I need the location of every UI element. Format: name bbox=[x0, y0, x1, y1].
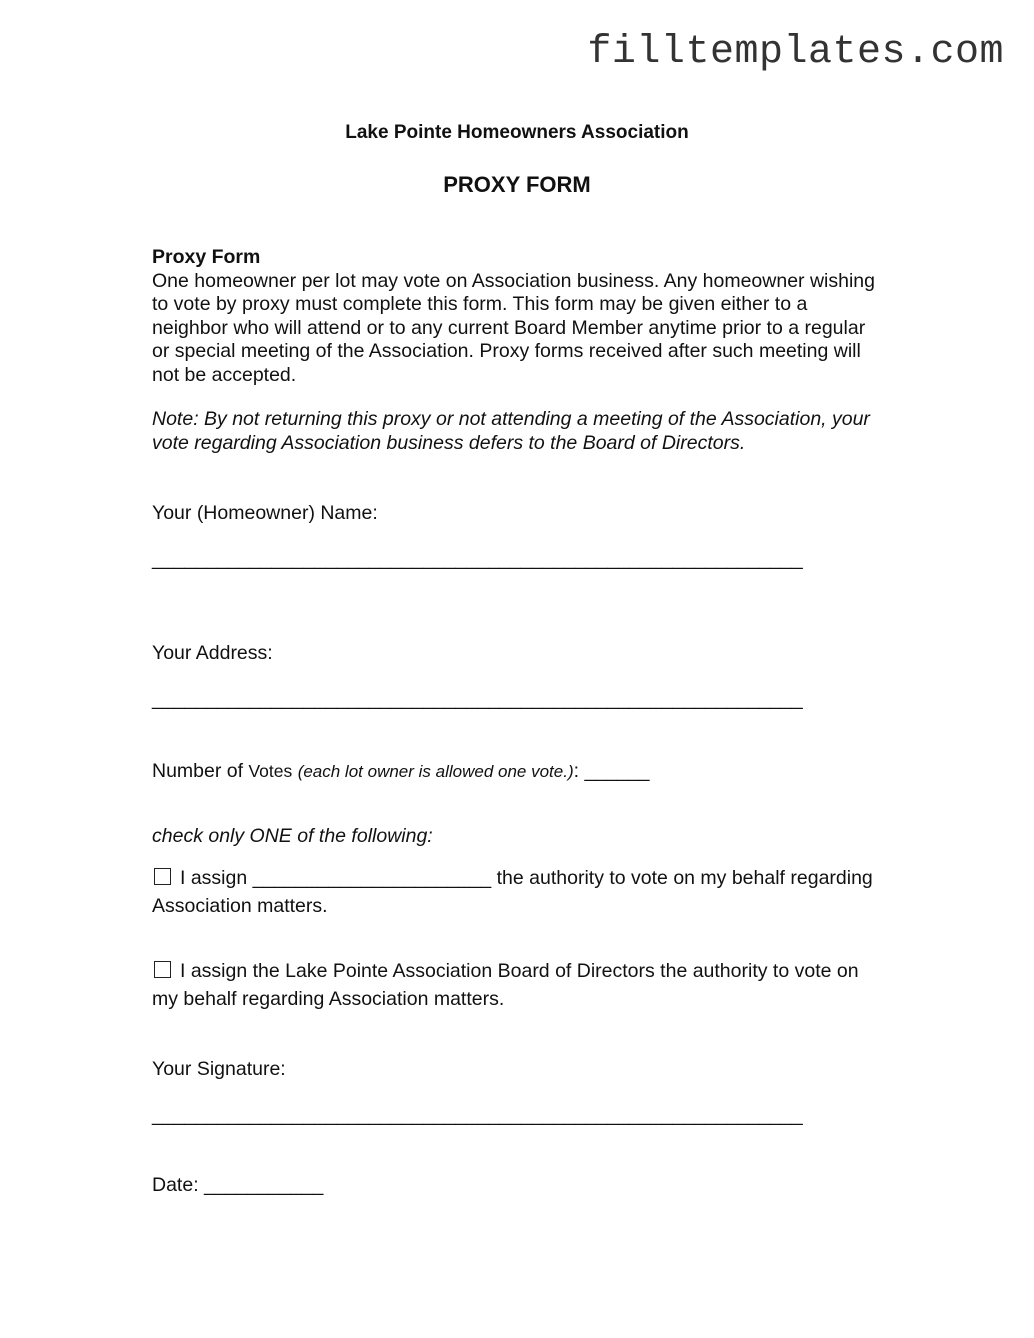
watermark-logo: filltemplates.com bbox=[587, 30, 1004, 75]
votes-label-word: Votes bbox=[248, 761, 293, 781]
date-field[interactable]: Date: ___________ bbox=[152, 1174, 324, 1196]
votes-label-prefix: Number of bbox=[152, 760, 244, 782]
votes-blank[interactable]: : ______ bbox=[573, 760, 650, 782]
votes-note: (each lot owner is allowed one vote.) bbox=[297, 762, 574, 781]
signature-line[interactable]: ____________________________________________________________ bbox=[152, 1104, 803, 1126]
option-assign-person bbox=[152, 864, 882, 920]
checkbox-assign-board[interactable] bbox=[154, 961, 171, 978]
signature-label: Your Signature: bbox=[152, 1058, 286, 1080]
homeowner-name-line[interactable]: ____________________________________________________________ bbox=[152, 548, 803, 570]
organization-name: Lake Pointe Homeowners Association bbox=[345, 122, 689, 143]
option-assign-board bbox=[152, 957, 882, 1013]
option-assign-person-text: I assign ______________________ the authority to vote on my behalf regarding Association matters. bbox=[152, 867, 873, 917]
check-instruction: check only ONE of the following: bbox=[152, 825, 433, 847]
address-label: Your Address: bbox=[152, 642, 273, 664]
address-line[interactable]: ____________________________________________________________ bbox=[152, 688, 803, 710]
homeowner-name-label: Your (Homeowner) Name: bbox=[152, 502, 378, 524]
form-title: PROXY FORM bbox=[443, 172, 591, 197]
intro-body: One homeowner per lot may vote on Association business. Any homeowner wishing to vote by proxy must complete this form. This form may be given either to a neighbor who will attend or to any current Board Member anytime prior to a regular or special meeting of the Association. Proxy forms received after such meeting will not be accepted. bbox=[152, 269, 875, 386]
number-of-votes-row bbox=[152, 760, 650, 783]
intro-section bbox=[152, 246, 882, 387]
note-text: Note: By not returning this proxy or not attending a meeting of the Association, your vote regarding Association business defers to the Board of Directors. bbox=[152, 408, 870, 454]
option-assign-board-text: I assign the Lake Pointe Association Board of Directors the authority to vote on my behalf regarding Association matters. bbox=[152, 960, 859, 1010]
intro-heading: Proxy Form bbox=[152, 246, 261, 268]
checkbox-assign-person[interactable] bbox=[154, 868, 171, 885]
